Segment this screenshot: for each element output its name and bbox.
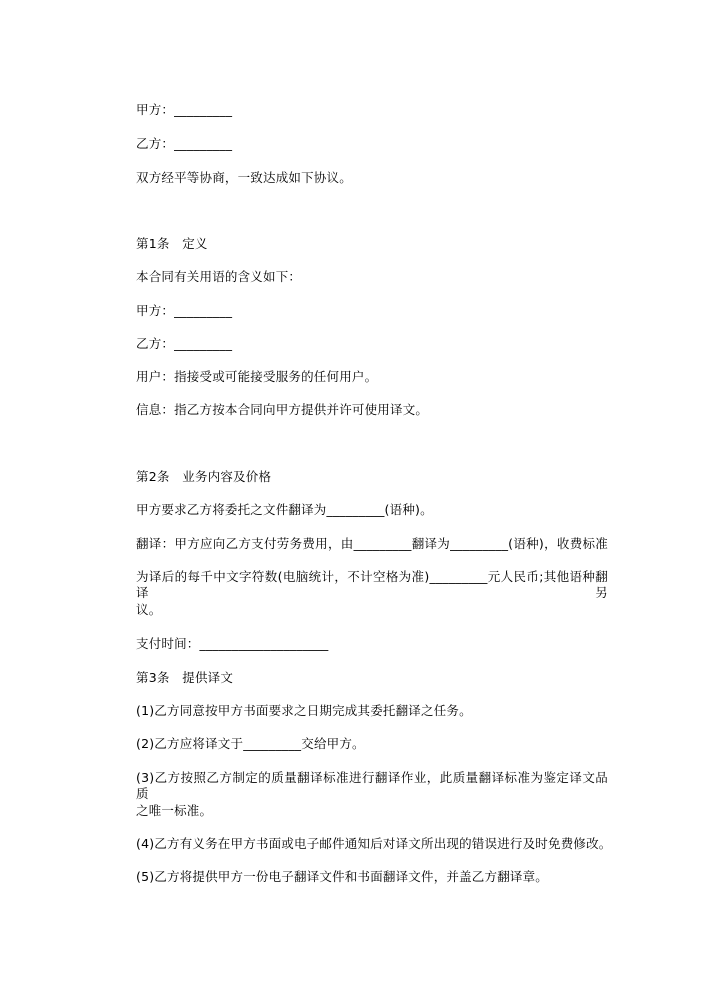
clause-2: (2)乙方应将译文于_________交给甲方。 [136,736,365,751]
article-1-heading: 第1条 定义 [136,236,208,251]
article-3-heading: 第3条 提供译文 [136,670,234,685]
party-b-line: 乙方：_________ [136,136,233,151]
fee-paragraph-line-1: 翻译：甲方应向乙方支付劳务费用，由_________翻译为_________(语种)，收费标准 [136,536,608,551]
translation-request: 甲方要求乙方将委托之文件翻译为_________(语种)。 [136,502,433,517]
clause-4: (4)乙方有义务在甲方书面或电子邮件通知后对译文所出现的错误进行及时免费修改。 [136,836,612,851]
definition-party-b: 乙方：_________ [136,336,233,351]
definition-user: 用户：指接受或可能接受服务的任何用户。 [136,369,378,384]
agreement-intro: 双方经平等协商，一致达成如下协议。 [136,170,352,185]
clause-5: (5)乙方将提供甲方一份电子翻译文件和书面翻译文件，并盖乙方翻译章。 [136,869,549,884]
clause-1: (1)乙方同意按甲方书面要求之日期完成其委托翻译之任务。 [136,703,472,718]
article-2-heading: 第2条 业务内容及价格 [136,469,272,484]
clause-3-line-1: (3)乙方按照乙方制定的质量翻译标准进行翻译作业，此质量翻译标准为鉴定译文品质 [136,770,608,801]
definition-information: 信息：指乙方按本合同向甲方提供并许可使用译文。 [136,402,429,417]
clause-3-line-2: 之唯一标准。 [136,803,213,818]
party-a-line: 甲方：_________ [136,102,233,117]
definitions-intro: 本合同有关用语的含义如下： [136,269,302,284]
definition-party-a: 甲方：_________ [136,303,233,318]
fee-paragraph-line-2: 为译后的每千中文字符数(电脑统计，不计空格为准)_________元人民币;其他语种翻译另 [136,569,608,600]
fee-paragraph-line-3: 议。 [136,602,162,617]
payment-time: 支付时间：____________________ [136,636,329,651]
